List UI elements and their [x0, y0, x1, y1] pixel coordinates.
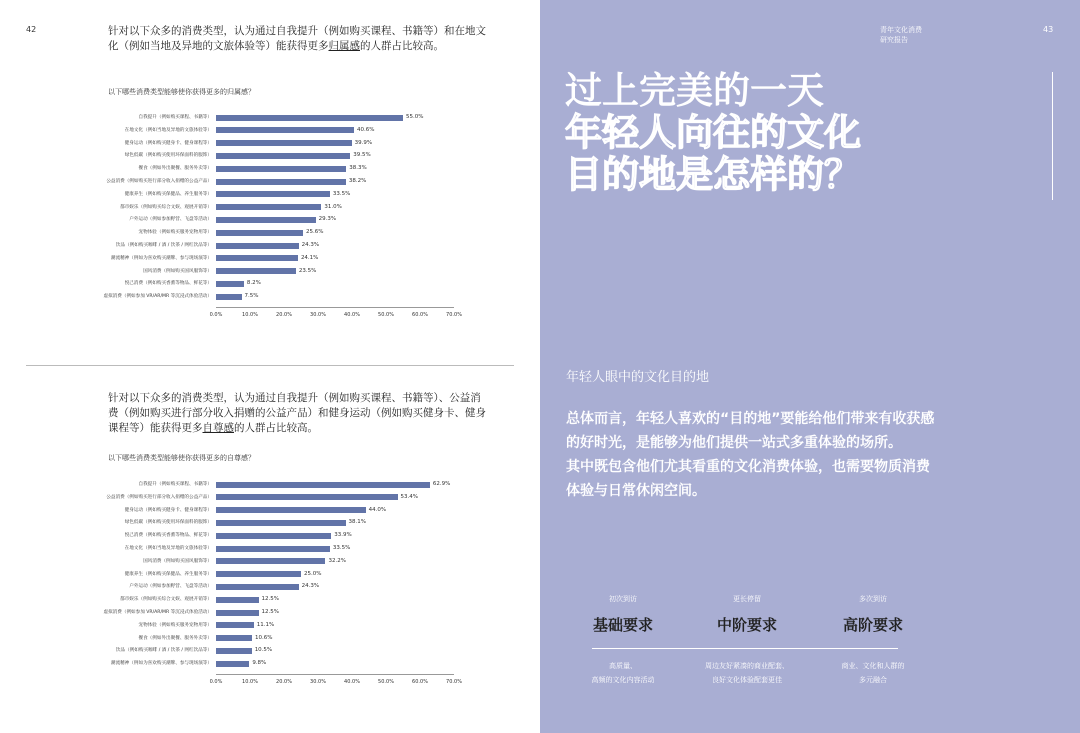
body-paragraph-2: 其中既包含他们尤其看重的文化消费体验，也需要物质消费体验与日常休闲空间。 — [566, 459, 930, 499]
data-bar — [216, 204, 321, 210]
level-intermediate-desc-2: 良好文化体验配套更佳 — [712, 676, 782, 684]
x-tick-label: 10.0% — [242, 679, 258, 685]
x-axis-line — [216, 307, 454, 308]
value-label: 24.1% — [300, 254, 319, 261]
category-label: 虚拟消费（例如参加 VR/AR/MR 等沉浸式体验活动） — [103, 610, 212, 615]
value-label: 38.1% — [348, 519, 367, 526]
vertical-accent-line — [1052, 72, 1053, 200]
bar-row — [0, 190, 540, 199]
chart2-intro-emphasis: 自尊感 — [202, 422, 234, 434]
chart1-intro-text: 针对以下众多的消费类型，认为通过自我提升（例如购买课程、书籍等）和在地文化（例如当地及异地的文旅体验等）能获得更多 — [108, 25, 486, 52]
value-label: 38.2% — [348, 178, 367, 184]
body-paragraph-1: 总体而言，年轻人喜欢的“目的地”要能给他们带来有收获感的好时光，是能够为他们提供一站式多重体验的场所。 — [566, 411, 935, 451]
category-label: 悦己消费（例如购买香薰等物品、鲜花等） — [124, 281, 212, 287]
data-bar — [216, 179, 346, 185]
category-label: 户外运动（例如参加野营、飞盘等活动） — [129, 584, 212, 590]
data-bar — [216, 533, 331, 539]
level-intermediate-desc — [682, 659, 812, 687]
chart2-self-esteem — [0, 480, 540, 685]
bar-row — [0, 531, 540, 540]
level-basic-desc-2: 高频的文化内容活动 — [591, 676, 655, 684]
data-bar — [216, 191, 330, 197]
chart2-question: 以下哪些消费类型能够使你获得更多的自尊感？ — [108, 454, 255, 462]
bar-row — [0, 215, 540, 224]
data-bar — [216, 281, 244, 287]
category-label: 都市娱乐（例如购买综合文娱、观展开销等） — [120, 597, 212, 603]
data-bar — [216, 597, 259, 603]
bar-row — [0, 279, 540, 288]
category-label: 自我提升（例如购买课程、书籍等） — [138, 115, 212, 120]
value-label: 40.6% — [357, 126, 375, 133]
bar-row — [0, 164, 540, 173]
bar-row — [0, 493, 540, 502]
category-label: 餐食（例如外出聚餐、服务外卖等） — [138, 166, 212, 172]
headline-line3: 目的地是怎样的？ — [565, 153, 861, 196]
x-tick-label: 30.0% — [310, 312, 326, 318]
level-basic — [558, 594, 688, 687]
category-label: 潮流精神（例如为喜欢购买潮牌、参与现场演等） — [110, 661, 212, 667]
category-label: 户外运动（例如参加野营、飞盘等活动） — [129, 217, 212, 223]
bar-row — [0, 139, 540, 148]
data-bar — [216, 661, 249, 667]
value-label: 53.4% — [400, 493, 419, 500]
bar-row — [0, 544, 540, 553]
category-label: 健身运动（例如购买健身卡、健身课程等） — [124, 507, 212, 513]
value-label: 62.9% — [432, 481, 451, 487]
headline-line2: 年轻人向往的文化 — [565, 111, 861, 154]
value-label: 10.5% — [254, 647, 273, 654]
category-label: 饮品（例如购买咖啡 / 酒 / 饮茶 / 网红饮品等） — [115, 243, 212, 248]
page-number-right: 43 — [1043, 25, 1054, 34]
data-bar — [216, 546, 330, 552]
level-intermediate — [682, 594, 812, 687]
level-intermediate-visit: 更长停留 — [733, 595, 761, 603]
category-label: 公益消费（例如购买进行部分收入捐赠的公益产品） — [106, 179, 212, 184]
category-label: 潮流精神（例如为喜欢购买潮牌、参与现场演等） — [110, 255, 212, 261]
chart1-intro — [108, 24, 488, 54]
chart1-intro-end: 的人群占比较高。 — [360, 40, 444, 52]
bar-row — [0, 608, 540, 617]
data-bar — [216, 230, 303, 236]
x-tick-label: 70.0% — [446, 679, 462, 685]
category-label: 自我提升（例如购买课程、书籍等） — [138, 482, 212, 487]
level-intermediate-desc-1: 周边友好紧凑的商业配套、 — [705, 662, 789, 670]
category-label: 国风消费（例如购买国风服饰等） — [143, 558, 212, 564]
bar-row — [0, 254, 540, 263]
value-label: 23.5% — [298, 267, 317, 274]
level-advanced-desc-1: 商业、文化和人群的 — [841, 662, 905, 670]
value-label: 29.3% — [318, 216, 337, 223]
bar-row — [0, 595, 540, 604]
x-tick-label: 20.0% — [276, 312, 292, 318]
x-tick-label: 10.0% — [242, 312, 258, 318]
page-number-left: 42 — [26, 25, 37, 34]
category-label: 公益消费（例如购买进行部分收入捐赠的公益产品） — [106, 494, 212, 500]
bar-row — [0, 203, 540, 212]
data-bar — [216, 571, 301, 577]
category-label: 国风消费（例如购买国风服饰等） — [143, 268, 212, 274]
chart2-intro-end: 的人群占比较高。 — [234, 422, 318, 434]
level-advanced-desc-2: 多元融合 — [859, 676, 887, 684]
chart1-belonging — [0, 113, 540, 318]
category-label: 虚拟消费（例如参加 VR/AR/MR 等沉浸式体验活动） — [103, 294, 212, 300]
value-label: 38.3% — [349, 165, 367, 172]
data-bar — [216, 255, 298, 261]
data-bar — [216, 610, 259, 616]
data-bar — [216, 115, 403, 121]
chart1-intro-emphasis: 归属感 — [328, 40, 360, 52]
bar-row — [0, 267, 540, 276]
bar-row — [0, 582, 540, 591]
data-bar — [216, 140, 352, 146]
category-label: 悦己消费（例如购买香薰等物品、鲜花等） — [124, 533, 212, 539]
data-bar — [216, 153, 350, 159]
x-tick-label: 70.0% — [446, 312, 462, 318]
category-label: 餐食（例如外出聚餐、服务外卖等） — [138, 635, 212, 641]
section-divider — [26, 365, 514, 366]
running-head-line2: 研究报告 — [880, 36, 908, 44]
bar-row — [0, 292, 540, 301]
data-bar — [216, 243, 299, 249]
data-bar — [216, 294, 242, 300]
bar-row — [0, 228, 540, 237]
body-text — [566, 407, 936, 503]
value-label: 12.5% — [261, 609, 279, 615]
data-bar — [216, 494, 398, 500]
level-intermediate-title: 中阶要求 — [716, 616, 777, 634]
x-tick-label: 30.0% — [310, 679, 326, 685]
category-label: 饮品（例如购买咖啡 / 酒 / 饮茶 / 网红饮品等） — [115, 648, 212, 654]
value-label: 25.0% — [304, 570, 322, 577]
x-tick-label: 50.0% — [378, 679, 394, 685]
bar-row — [0, 570, 540, 579]
chart2-intro-text: 针对以下众多的消费类型，认为通过自我提升（例如购买课程、书籍等）、公益消费（例如购买进行部分收入捐赠的公益产品）和健身运动（例如购买健身卡、健身课程等）能获得更多 — [108, 392, 486, 434]
value-label: 39.5% — [353, 152, 371, 159]
category-label: 宠物体验（例如购买服务宠物用等） — [138, 622, 212, 628]
data-bar — [216, 584, 299, 590]
category-label: 在地文化（例如当地及异地的文旅体验等） — [124, 546, 212, 551]
value-label: 10.6% — [255, 634, 273, 641]
category-label: 在地文化（例如当地及异地的文旅体验等） — [124, 127, 212, 133]
data-bar — [216, 635, 252, 641]
level-advanced-title: 高阶要求 — [842, 616, 903, 634]
data-bar — [216, 622, 254, 628]
data-bar — [216, 648, 252, 654]
headline — [565, 70, 861, 196]
value-label: 12.5% — [261, 596, 279, 603]
value-label: 33.5% — [332, 190, 351, 197]
data-bar — [216, 482, 430, 488]
bar-row — [0, 126, 540, 135]
category-label: 健康养生（例如购买保健品、养生服务等） — [124, 191, 212, 197]
data-bar — [216, 507, 366, 513]
level-basic-desc — [558, 659, 688, 687]
bar-row — [0, 480, 540, 489]
category-label: 都市娱乐（例如购买综合文娱、观展开销等） — [120, 204, 212, 210]
x-axis-line — [216, 674, 454, 675]
value-label: 7.5% — [244, 293, 259, 300]
value-label: 31.0% — [324, 203, 342, 210]
value-label: 44.0% — [368, 506, 387, 513]
category-label: 健身运动（例如购买健身卡、健身课程等） — [124, 140, 212, 146]
bar-row — [0, 113, 540, 122]
bar-row — [0, 241, 540, 250]
value-label: 33.9% — [334, 532, 352, 539]
x-tick-label: 40.0% — [344, 312, 360, 318]
value-label: 9.8% — [252, 660, 267, 667]
levels-divider — [592, 648, 898, 649]
x-tick-label: 60.0% — [412, 679, 428, 685]
data-bar — [216, 558, 325, 564]
data-bar — [216, 520, 346, 526]
value-label: 24.3% — [301, 242, 320, 248]
bar-row — [0, 621, 540, 630]
value-label: 32.2% — [328, 557, 346, 564]
bar-row — [0, 518, 540, 527]
value-label: 25.6% — [306, 229, 324, 236]
level-advanced-desc — [808, 659, 938, 687]
bar-row — [0, 506, 540, 515]
data-bar — [216, 166, 346, 172]
chart1-question: 以下哪些消费类型能够使你获得更多的归属感？ — [108, 88, 255, 96]
data-bar — [216, 268, 296, 274]
x-tick-label: 60.0% — [412, 312, 428, 318]
level-advanced-visit: 多次到访 — [859, 595, 887, 603]
running-head-line1: 青年文化消费 — [880, 26, 922, 34]
value-label: 55.0% — [406, 114, 424, 120]
section-subtitle: 年轻人眼中的文化目的地 — [566, 370, 710, 385]
bar-row — [0, 151, 540, 160]
x-tick-label: 0.0% — [209, 679, 223, 685]
chart2-intro — [108, 391, 488, 436]
level-basic-desc-1: 高质量、 — [609, 662, 637, 670]
x-tick-label: 0.0% — [209, 312, 223, 318]
bar-row — [0, 659, 540, 668]
x-tick-label: 20.0% — [276, 679, 292, 685]
category-label: 绿色低碳（例如购买使用环保面料的服饰） — [124, 520, 212, 526]
value-label: 33.5% — [332, 545, 351, 551]
level-basic-title: 基础要求 — [592, 616, 653, 634]
level-basic-visit: 初次到访 — [609, 595, 637, 603]
bar-row — [0, 634, 540, 643]
bar-row — [0, 557, 540, 566]
value-label: 39.9% — [354, 139, 373, 146]
category-label: 绿色低碳（例如购买使用环保面料的服饰） — [124, 153, 212, 159]
x-tick-label: 50.0% — [378, 312, 394, 318]
category-label: 健康养生（例如购买保健品、养生服务等） — [124, 571, 212, 577]
category-label: 宠物体验（例如购买服务宠物用等） — [138, 230, 212, 236]
bar-row — [0, 646, 540, 655]
value-label: 8.2% — [246, 280, 261, 287]
level-advanced — [808, 594, 938, 687]
running-head — [880, 25, 922, 45]
x-tick-label: 40.0% — [344, 679, 360, 685]
headline-line1: 过上完美的一天 — [565, 69, 824, 112]
value-label: 24.3% — [301, 583, 320, 590]
bar-row — [0, 177, 540, 186]
data-bar — [216, 127, 354, 133]
value-label: 11.1% — [256, 621, 275, 628]
data-bar — [216, 217, 316, 223]
